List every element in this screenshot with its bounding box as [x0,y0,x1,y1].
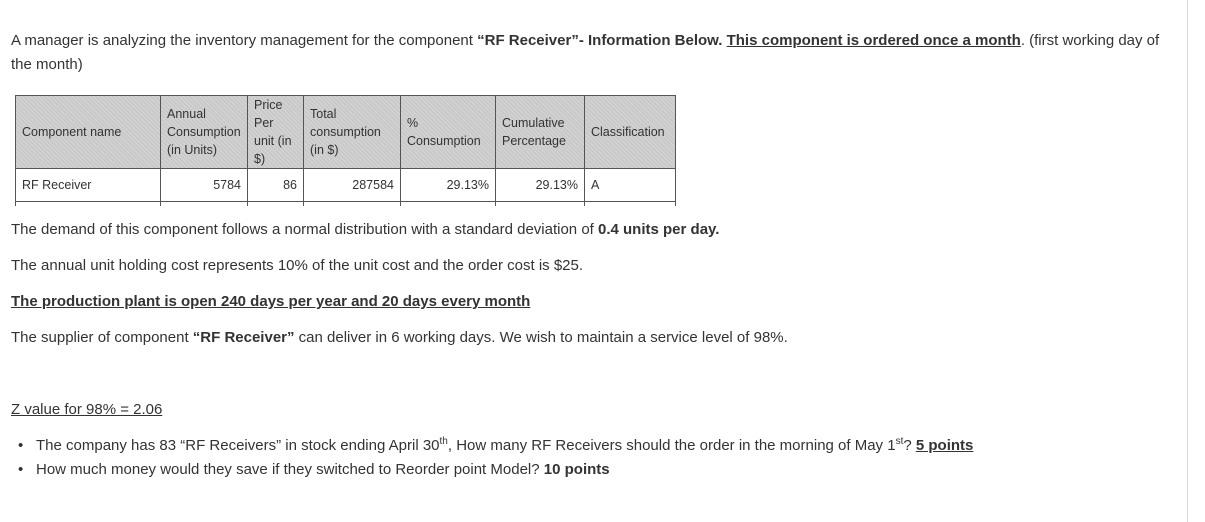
header-cumulative-percentage: Cumulative Percentage [496,96,585,169]
q1-text-end: ? [903,437,916,454]
cell-total-consumption: 287584 [304,169,401,202]
list-item [11,458,973,482]
intro-paragraph [11,29,1176,77]
cell-pct-consumption: 29.13% [401,169,496,202]
cell-cumulative-percentage: 29.13% [496,169,585,202]
z-value-line: Z value for 98% = 2.06 [11,401,163,418]
spacer-cell [496,202,585,207]
table-row [16,169,676,202]
demand-line [11,220,719,240]
q1-points: 5 points [915,437,974,454]
cell-classification: A [585,169,676,202]
spacer-cell [16,202,161,207]
intro-text: A manager is analyzing the inventory management for the component [11,32,478,49]
header-price-per-unit: Price Per unit (in $) [248,96,304,169]
supplier-text: The supplier of component [11,329,193,346]
header-classification: Classification [585,96,676,169]
demand-text: The demand of this component follows a normal distribution with a standard deviation of [11,221,598,238]
table-header-row [16,96,676,169]
intro-text-end: . (first working day of the month) [11,32,1160,73]
page-right-border [1187,0,1188,522]
spacer-cell [161,202,248,207]
q2-text: How much money would they save if they switched to Reorder point Model? [36,461,544,478]
spacer-cell [248,202,304,207]
cell-price: 86 [248,169,304,202]
holding-cost-line: The annual unit holding cost represents 10% of the unit cost and the order cost is $25. [11,257,584,274]
spacer-cell [401,202,496,207]
ordered-monthly-note: This component is ordered once a month [726,32,1021,49]
table-spacer-row [16,202,676,207]
cell-component-name: RF Receiver [16,169,161,202]
supplier-line [11,328,788,348]
inventory-table [15,95,676,206]
q1-superscript-th: th [439,436,448,447]
header-component-name: Component name [16,96,161,169]
header-pct-consumption: % Consumption [401,96,496,169]
supplier-component-name: “RF Receiver” [192,329,295,346]
header-annual-consumption: Annual Consumption (in Units) [161,96,248,169]
question-list [11,434,973,482]
q1-superscript-st: st [895,436,904,447]
q1-text: The company has 83 “RF Receivers” in stock ending April 30 [36,437,440,454]
q2-points: 10 points [543,461,610,478]
supplier-text-end: can deliver in 6 working days. We wish to maintain a service level of 98%. [294,329,788,346]
list-item [11,434,973,458]
q1-text-mid: , How many RF Receivers should the order in the morning of May 1 [447,437,896,454]
header-total-consumption: Total consumption (in $) [304,96,401,169]
demand-std-dev: 0.4 units per day. [598,221,720,238]
spacer-cell [304,202,401,207]
spacer-cell [585,202,676,207]
cell-annual-consumption: 5784 [161,169,248,202]
plant-days-line: The production plant is open 240 days per year and 20 days every month [11,293,531,310]
component-name-bold: “RF Receiver”- Information Below. [477,32,723,49]
